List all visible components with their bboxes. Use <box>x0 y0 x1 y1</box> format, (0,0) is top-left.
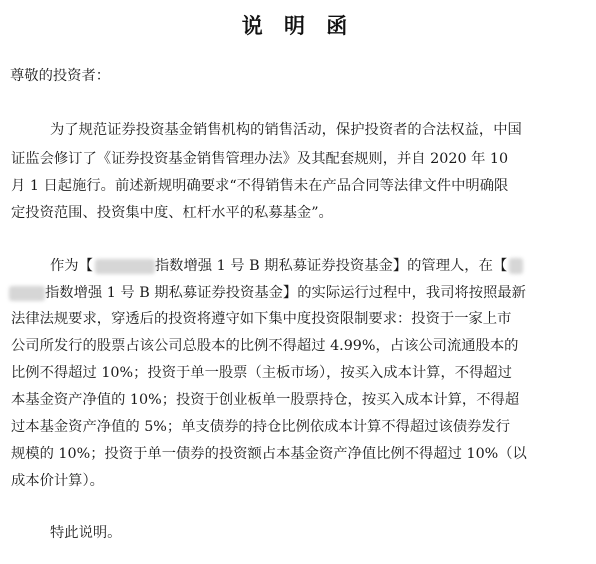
paragraph-2-line-3: 法律法规要求，穿透后的投资将遵守如下集中度投资限制要求：投资于一家上市 <box>11 311 512 327</box>
paragraph-1-line-3: 月 1 日起施行。前述新规明确要求“不得销售未在产品合同等法律文件中明确限 <box>11 178 509 194</box>
salutation: 尊敬的投资者： <box>10 68 111 84</box>
paragraph-2-line-5: 比例不得超过 10%；投资于单一股票（主板市场），按买入成本计算，不得超过 <box>11 365 512 381</box>
paragraph-2-line-6: 本基金资产净值的 10%；投资于创业板单一股票持仓，按买入成本计算，不得超 <box>11 392 520 408</box>
paragraph-2-line-1 <box>50 257 523 275</box>
document-title: 说 明 函 <box>241 13 355 38</box>
redacted-fund-name-1 <box>95 259 155 274</box>
paragraph-2-line-9: 成本价计算）。 <box>11 473 104 489</box>
redacted-fund-name-2-start <box>509 258 523 274</box>
paragraph-2-line-2 <box>9 284 526 302</box>
fund-name-text-1: 指数增强 1 号 B 期私募证券投资基金】的管理人，在【 <box>154 258 508 274</box>
paragraph-1-line-4: 定投资范围、投资集中度、杠杆水平的私募基金”。 <box>11 205 333 221</box>
paragraph-1-line-1: 为了规范证券投资基金销售机构的销售活动，保护投资者的合法权益，中国 <box>50 122 522 138</box>
paragraph-2-line-7: 过本基金资产净值的 5%；单支债券的持仓比例依成本计算不得超过该债券发行 <box>11 419 511 435</box>
bracket-open: 作为【 <box>50 258 93 274</box>
closing-line: 特此说明。 <box>50 525 122 541</box>
paragraph-1-line-2: 证监会修订了《证券投资基金销售管理办法》及其配套规则，并自 2020 年 10 <box>11 151 509 167</box>
redacted-fund-name-2 <box>9 286 45 301</box>
paragraph-2-line-4: 公司所发行的股票占该公司总股本的比例不得超过 4.99%，占该公司流通股本的 <box>11 338 519 354</box>
paragraph-2-line-8: 规模的 10%；投资于单一债券的投资额占本基金资产净值比例不得超过 10%（以 <box>11 446 527 462</box>
fund-name-text-2: 指数增强 1 号 B 期私募证券投资基金】的实际运行过程中，我司将按照最新 <box>45 285 526 301</box>
